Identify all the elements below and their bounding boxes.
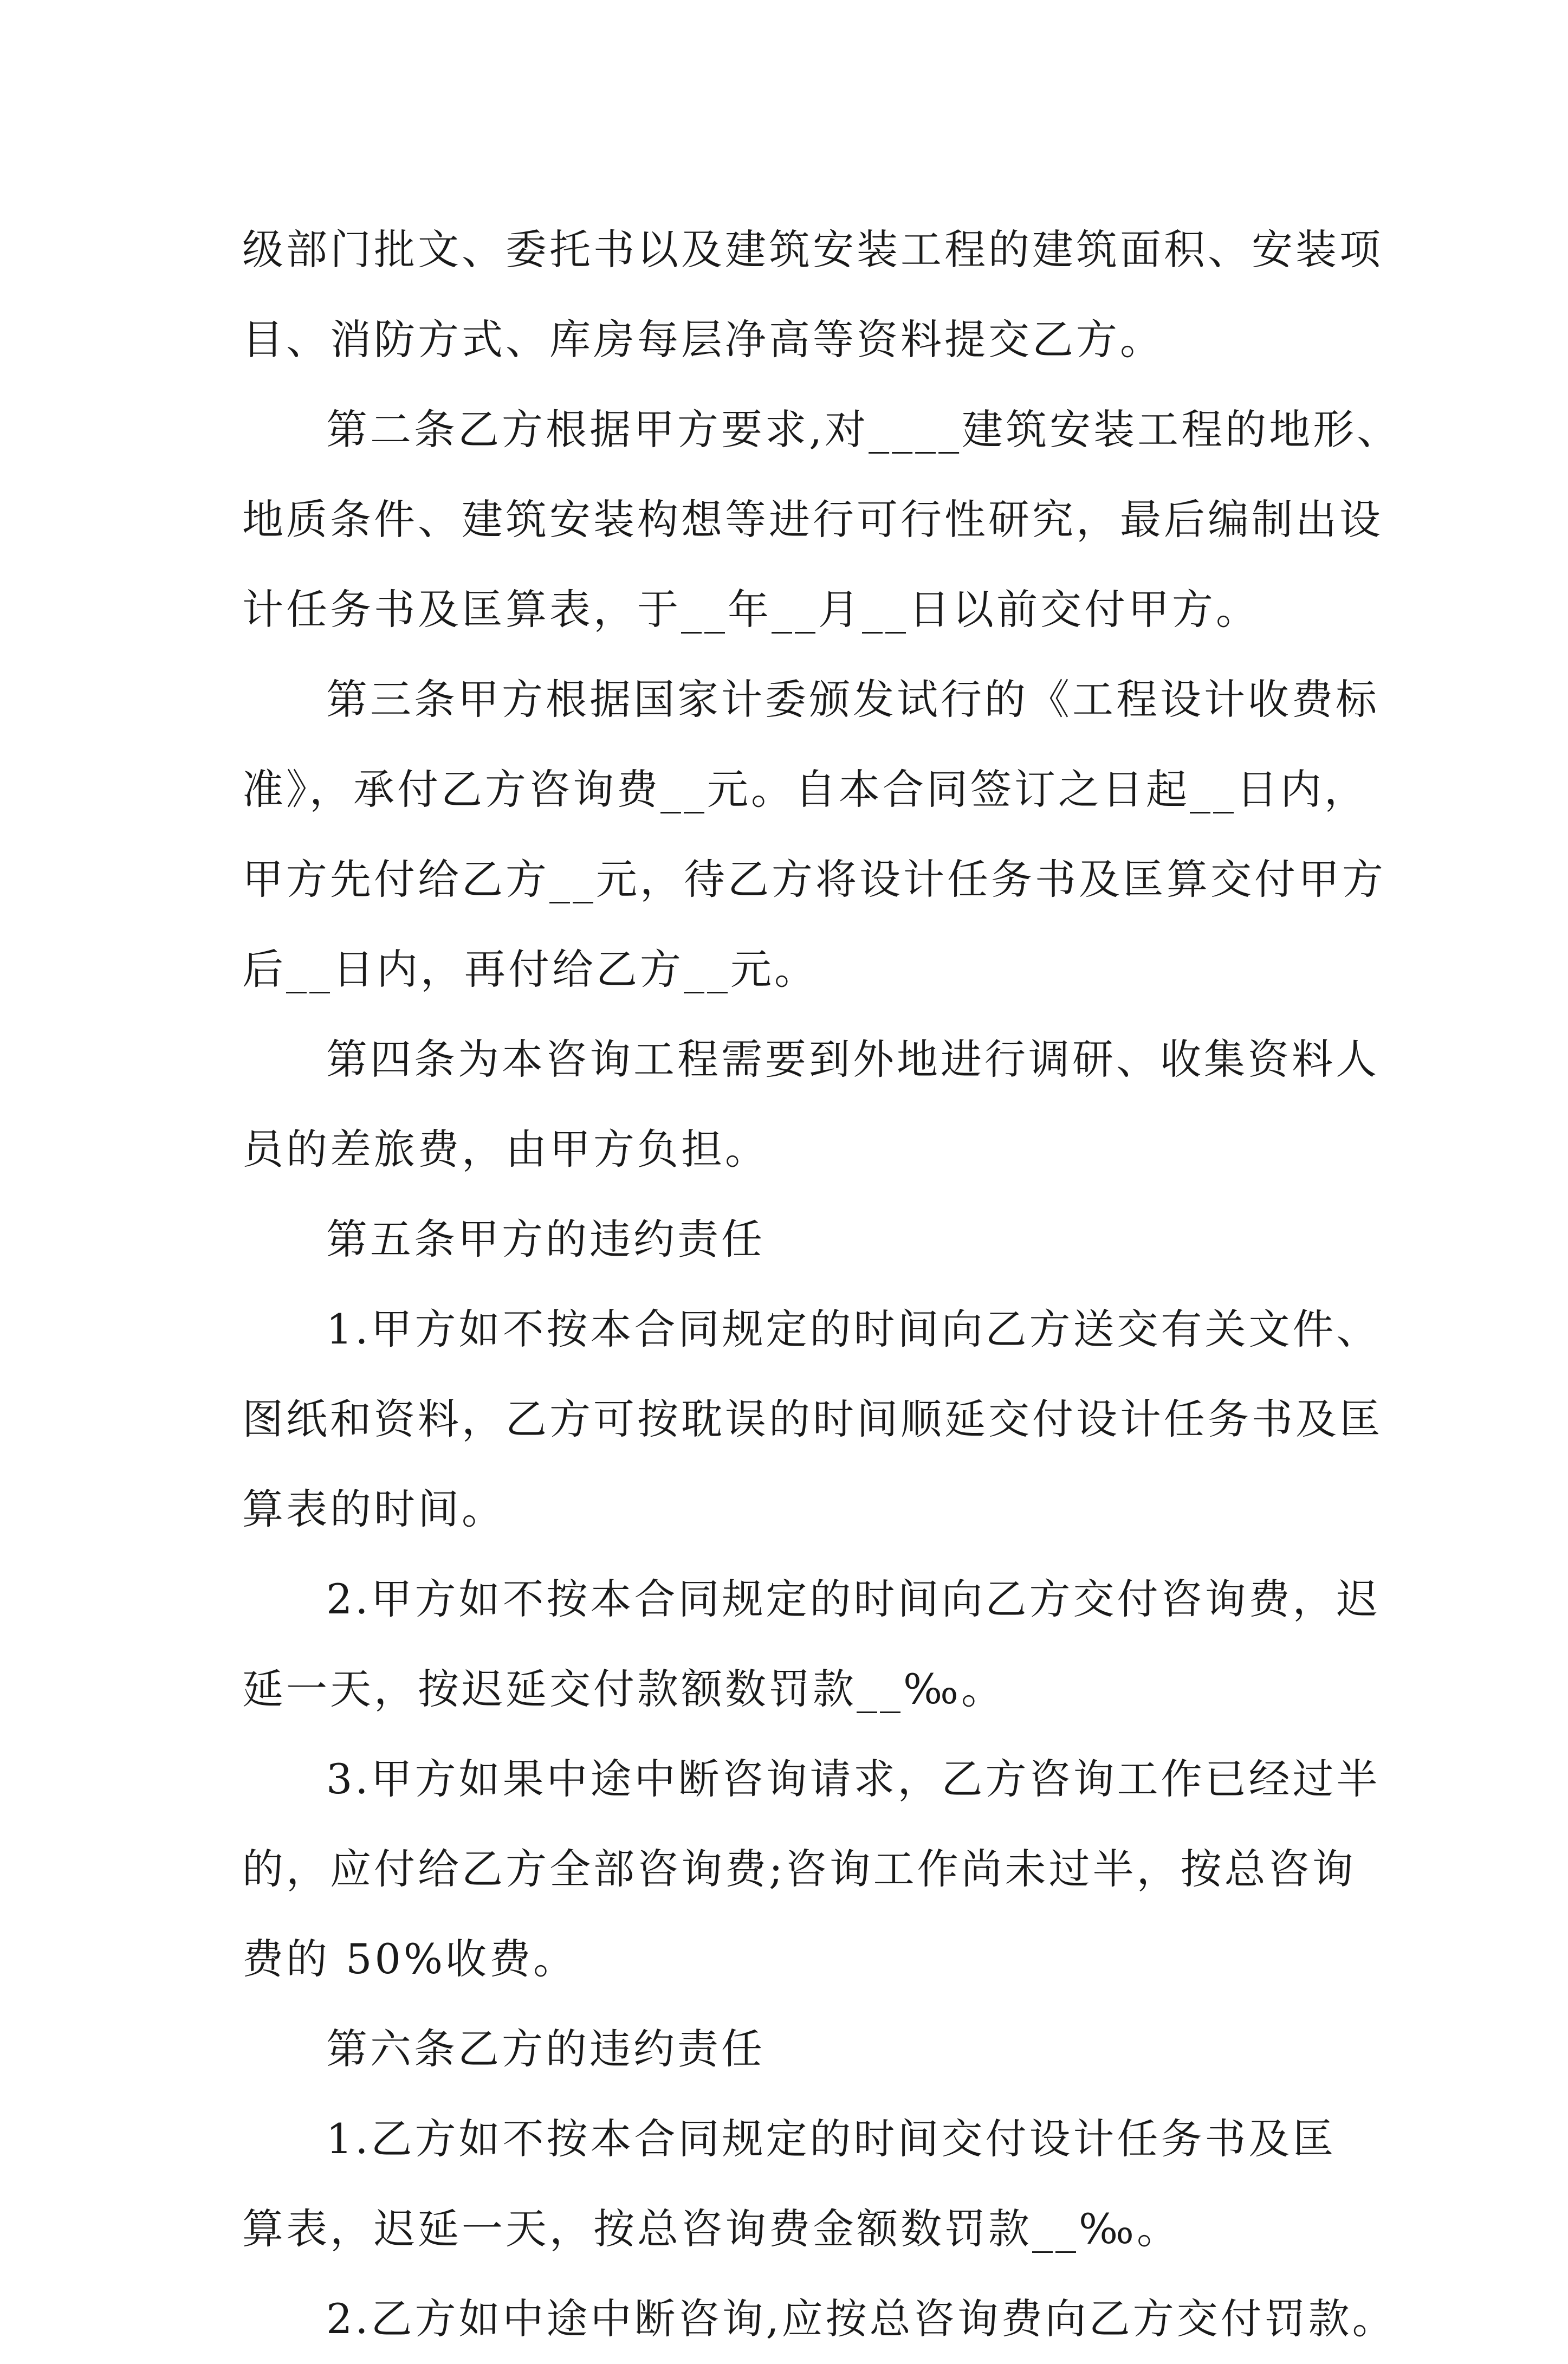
clause-6-title: 第六条乙方的违约责任 xyxy=(326,2025,765,2073)
text-line: 算表，迟延一天，按总咨询费金额数罚款__‰。 xyxy=(242,2205,1181,2253)
clause-5-item-1: 1.甲方如不按本合同规定的时间向乙方送交有关文件、 xyxy=(326,1305,1381,1353)
clause-5-item-3: 3.甲方如果中途中断咨询请求，乙方咨询工作已经过半 xyxy=(326,1755,1381,1803)
contract-body-text xyxy=(242,205,1401,2364)
clause-6-item-2: 2.乙方如中途中断咨询,应按总咨询费向乙方交付罚款。 xyxy=(326,2295,1396,2343)
text-line: 后__日内，再付给乙方__元。 xyxy=(242,945,818,993)
clause-2-heading-line: 第二条乙方根据甲方要求,对____建筑安装工程的地形、 xyxy=(326,405,1401,454)
text-line: 费的 50%收费。 xyxy=(242,1935,578,1983)
text-line: 甲方先付给乙方__元，待乙方将设计任务书及匡算交付甲方 xyxy=(242,855,1386,903)
text-line: 算表的时间。 xyxy=(242,1485,506,1533)
text-line: 图纸和资料，乙方可按耽误的时间顺延交付设计任务书及匡 xyxy=(242,1395,1383,1443)
text-line: 目、消防方式、库房每层净高等资料提交乙方。 xyxy=(242,315,1164,364)
clause-5-item-2: 2.甲方如不按本合同规定的时间向乙方交付咨询费，迟 xyxy=(326,1575,1381,1623)
text-line: 级部门批文、委托书以及建筑安装工程的建筑面积、安装项 xyxy=(242,225,1383,274)
text-line: 的，应付给乙方全部咨询费;咨询工作尚未过半，按总咨询 xyxy=(242,1845,1356,1893)
text-line: 延一天，按迟延交付款额数罚款__‰。 xyxy=(242,1665,1005,1713)
clause-4-heading-line: 第四条为本咨询工程需要到外地进行调研、收集资料人 xyxy=(326,1035,1379,1083)
text-line: 准》，承付乙方咨询费__元。自本合同签订之日起__日内， xyxy=(242,765,1368,813)
clause-3-heading-line: 第三条甲方根据国家计委颁发试行的《工程设计收费标 xyxy=(326,675,1379,724)
text-line: 计任务书及匡算表，于__年__月__日以前交付甲方。 xyxy=(242,585,1260,634)
text-line: 员的差旅费，由甲方负担。 xyxy=(242,1125,769,1173)
clause-6-item-1: 1.乙方如不按本合同规定的时间交付设计任务书及匡 xyxy=(326,2115,1337,2163)
text-line: 地质条件、建筑安装构想等进行可行性研究，最后编制出设 xyxy=(242,495,1383,544)
clause-5-title: 第五条甲方的违约责任 xyxy=(326,1215,765,1263)
